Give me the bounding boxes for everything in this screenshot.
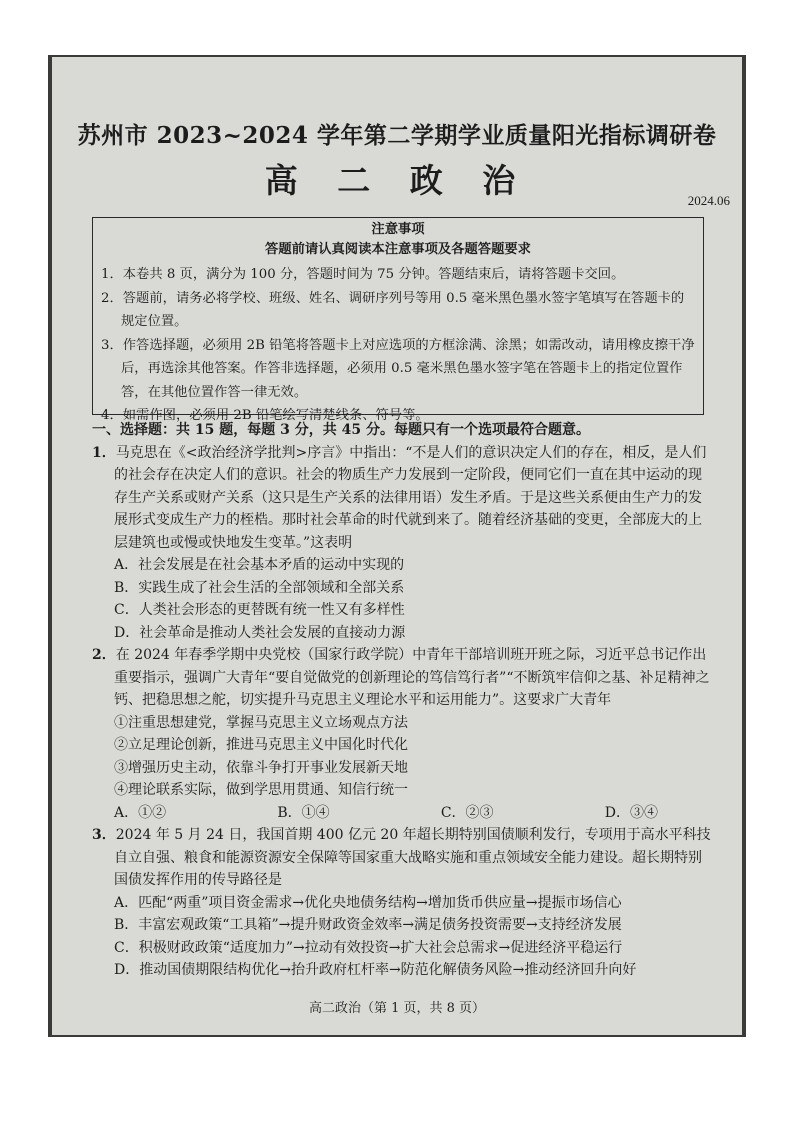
option: A．社会发展是在社会基本矛盾的运动中实现的 [114, 557, 405, 573]
option: C．人类社会形态的更替既有统一性又有多样性 [114, 602, 405, 618]
exam-title: 苏州市 2023~2024 学年第二学期学业质量阳光指标调研卷 [77, 122, 717, 149]
exam-page [52, 57, 742, 1035]
option: A．①② [114, 804, 167, 821]
section-heading: 一、选择题：共 15 题，每题 3 分，共 45 分。每题只有一个选项最符合题意。 [92, 422, 590, 438]
statement: ②立足理论创新，推进马克思主义中国化时代化 [114, 737, 408, 753]
notice-box [92, 217, 704, 423]
option: B．①④ [277, 804, 330, 821]
statement: ①注重思想建党，掌握马克思主义立场观点方法 [114, 714, 408, 731]
exam-date: 2024.06 [687, 193, 730, 208]
option: D．社会革命是推动人类社会发展的直接动力源 [114, 624, 406, 641]
questions [92, 419, 712, 982]
question-2 [92, 644, 712, 712]
notice-subheading: 答题前请认真阅读本注意事项及各题答题要求 [265, 242, 531, 257]
notice-item: 4．如需作图，必须用 2B 铅笔绘写清楚线条、符号等。 [101, 408, 429, 423]
option: C．积极财政政策“适度加力”→拉动有效投资→扩大社会总需求→促进经济平稳运行 [114, 939, 623, 956]
option: D．③④ [604, 804, 658, 821]
options-row [92, 802, 712, 825]
question-stem: 2024 年 5 月 24 日，我国首期 400 亿元 20 年超长期特别国债顺利发行，专项用于高水平科技自立自强、粮食和能源资源安全保障等国家重大战略实施和重点领域安全能力建设。超长期特别国债发挥作用的传导路径是 [114, 827, 711, 888]
question-number: 3． [92, 827, 116, 843]
page-footer: 高二政治（第 1 页，共 8 页） [308, 1001, 486, 1016]
option: C．②③ [440, 804, 494, 821]
notice-heading: 注意事项 [371, 222, 425, 237]
subject-title: 高 二 政 治 [264, 161, 530, 200]
notice-item: 1．本卷共 8 页，满分为 100 分，答题时间为 75 分钟。答题结束后，请将答题卡交回。 [101, 267, 625, 282]
option: D．推动国债期限结构优化→抬升政府杠杆率→防范化解债务风险→推动经济回升向好 [114, 962, 637, 978]
notice-item: 2．答题前，请务必将学校、班级、姓名、调研序列号等用 0.5 毫米黑色墨水签字笔填写在答题卡的规定位置。 [101, 290, 685, 329]
notice-item: 3．作答选择题，必须用 2B 铅笔将答题卡上对应选项的方框涂满、涂黑；如需改动，请用橡皮擦干净后，再选涂其他答案。作答非选择题，必须用 0.5 毫米黑色墨水签字笔在答题卡上的指定位置作答，在其他位置作答一律无效。 [101, 337, 695, 400]
question-stem: 马克思在《<政治经济学批判>序言》中指出：“不是人们的意识决定人们的存在，相反，是人们的社会存在决定人们的意识。社会的物质生产力发展到一定阶段，便同它们一直在其中运动的现存生产关系或财产关系（这只是生产关系的法律用语）发生矛盾。于是这些关系便由生产力的发展形式变成生产力的桎梏。那时社会革命的时代就到来了。随着经济基础的变更，全部庞大的上层建筑也或慢或快地发生变革。”这表明 [114, 444, 707, 551]
option: B．丰富宏观政策“工具箱”→提升财政资金效率→满足债务投资需要→支持经济发展 [114, 917, 622, 933]
option: A．匹配“两重”项目资金需求→优化央地债务结构→增加货币供应量→提振市场信心 [114, 894, 622, 911]
question-3 [92, 824, 712, 892]
question-number: 1． [92, 444, 116, 461]
question-1 [92, 442, 712, 555]
question-number: 2． [92, 647, 116, 663]
statement: ③增强历史主动，依靠斗争打开事业发展新天地 [114, 759, 408, 776]
option: B．实践生成了社会生活的全部领域和全部关系 [114, 579, 405, 596]
statement: ④理论联系实际，做到学思用贯通、知信行统一 [114, 782, 408, 798]
question-stem: 在 2024 年春季学期中央党校（国家行政学院）中青年干部培训班开班之际，习近平总书记作出重要指示，强调广大青年“要自觉做党的创新理论的笃信笃行者”“不断筑牢信仰之基、补足精神之钙、把稳思想之舵，切实提升马克思主义理论水平和运用能力”。这要求广大青年 [114, 647, 710, 708]
